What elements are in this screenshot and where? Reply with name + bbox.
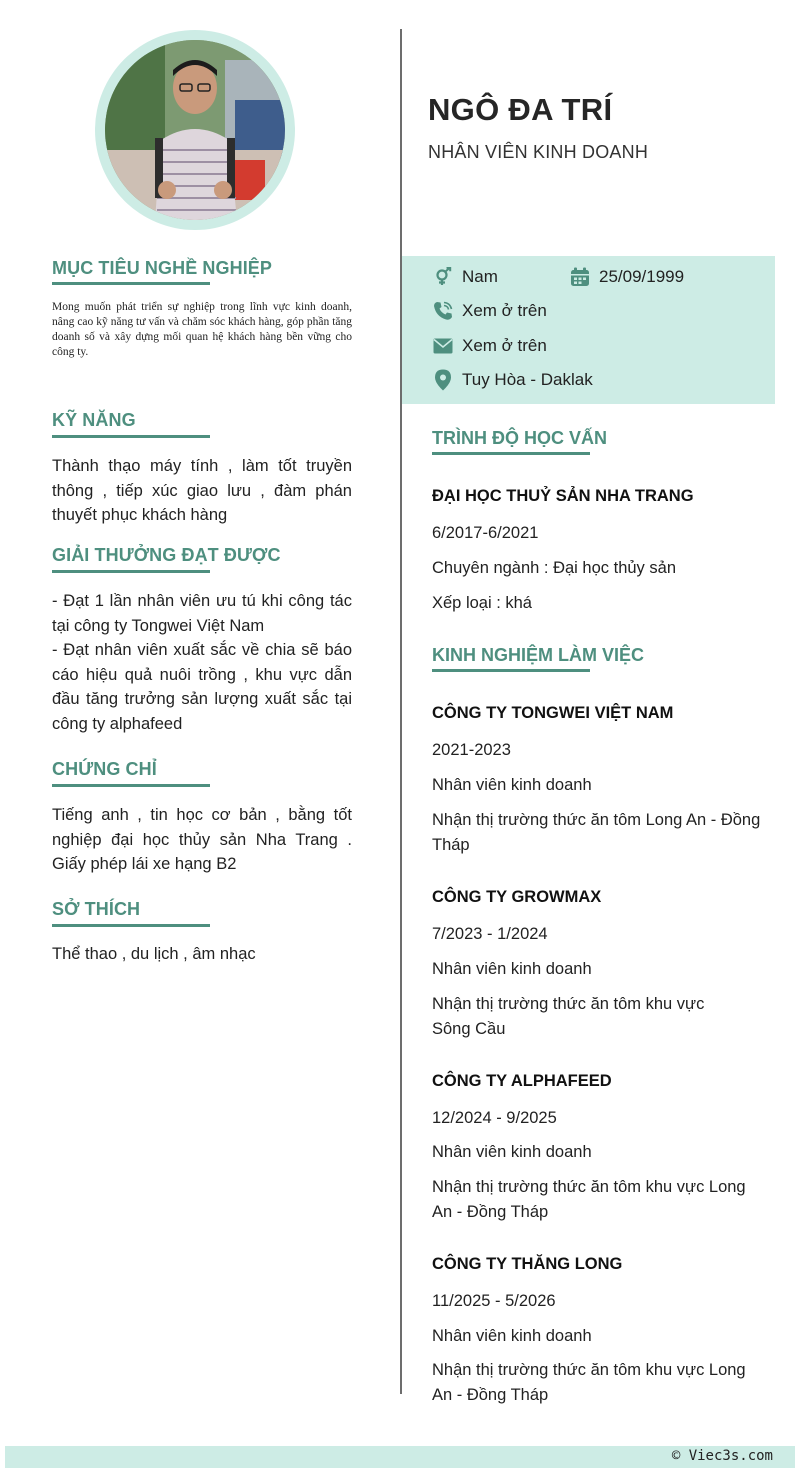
education-underline: [432, 452, 590, 455]
job-description: Nhận thị trường thức ăn tôm khu vực Long An - Đồng Tháp: [432, 1361, 746, 1404]
education-grade: Xếp loại : khá: [432, 594, 532, 612]
job-period: 2021-2023: [432, 741, 511, 759]
job-company: CÔNG TY TONGWEI VIỆT NAM: [432, 704, 674, 722]
hobbies-underline: [52, 924, 210, 927]
job-description: Nhận thị trường thức ăn tôm Long An - Đồng Tháp: [432, 811, 761, 854]
gender-value: Nam: [462, 267, 498, 286]
school-name: ĐẠI HỌC THUỶ SẢN NHA TRANG: [432, 487, 694, 505]
experience-underline: [432, 669, 590, 672]
candidate-job-title: NHÂN VIÊN KINH DOANH: [428, 142, 649, 162]
footer-bar: [5, 1446, 795, 1468]
envelope-icon: [432, 335, 454, 357]
phone-icon: [432, 300, 454, 322]
job-role: Nhân viên kinh doanh: [432, 776, 592, 794]
certificates-heading: CHỨNG CHỈ: [52, 759, 157, 779]
objective-heading: MỤC TIÊU NGHỀ NGHIỆP: [52, 258, 273, 278]
job-company: CÔNG TY GROWMAX: [432, 888, 602, 906]
skills-underline: [52, 435, 210, 438]
calendar-icon: [569, 266, 591, 288]
experience-heading: KINH NGHIỆM LÀM VIỆC: [432, 645, 645, 665]
job-role: Nhân viên kinh doanh: [432, 1327, 592, 1345]
hobbies-text: Thể thao , du lịch , âm nhạc: [52, 945, 256, 963]
awards-heading: GIẢI THƯỞNG ĐẠT ĐƯỢC: [52, 545, 281, 565]
skills-heading: KỸ NĂNG: [52, 410, 136, 430]
certificates-text: Tiếng anh , tin học cơ bản , bằng tốt nghiệp đại học thủy sản Nha Trang . Giấy phép lái xe hạng B2: [52, 806, 352, 873]
job-role: Nhân viên kinh doanh: [432, 1143, 592, 1161]
contact-phone: [432, 300, 547, 322]
objective-underline: [52, 282, 210, 285]
gender-icon: [432, 266, 454, 288]
education-period: 6/2017-6/2021: [432, 524, 539, 542]
job-description: Nhận thị trường thức ăn tôm khu vực Long An - Đồng Tháp: [432, 1178, 746, 1221]
address-value: Tuy Hòa - Daklak: [462, 370, 593, 389]
education-major: Chuyên ngành : Đại học thủy sản: [432, 559, 676, 577]
job-period: 12/2024 - 9/2025: [432, 1109, 557, 1127]
awards-item-1: - Đạt 1 lần nhân viên ưu tú khi công tác tại công ty Tongwei Việt Nam: [52, 592, 352, 635]
contact-email: [432, 335, 547, 357]
hobbies-heading: SỞ THÍCH: [52, 899, 141, 919]
contact-gender: [432, 266, 498, 288]
job-company: CÔNG TY THĂNG LONG: [432, 1255, 623, 1273]
contact-birthday: [569, 266, 684, 288]
job-description: Nhận thị trường thức ăn tôm khu vực Sông Cầu: [432, 995, 705, 1038]
job-period: 11/2025 - 5/2026: [432, 1292, 556, 1310]
job-period: 7/2023 - 1/2024: [432, 925, 548, 943]
footer-credit: © Viec3s.com: [671, 1448, 773, 1464]
awards-item-2: - Đạt nhân viên xuất sắc về chia sẽ báo cáo hiệu quả nuôi trồng , khu vực dẫn đầu tăng trưởng sản lượng xuất sắc tại công ty alphafeed: [52, 641, 352, 733]
column-divider: [400, 29, 402, 1394]
awards-underline: [52, 570, 210, 573]
contact-address: [432, 369, 593, 391]
objective-text: Mong muốn phát triển sự nghiệp trong lĩnh vực kinh doanh, nâng cao kỹ năng tư vấn và chăm sóc khách hàng, góp phần tăng doanh số và xây dựng mối quan hệ khách hàng bền vững cho công ty.: [52, 301, 352, 358]
skills-text: Thành thạo máy tính , làm tốt truyền thông , tiếp xúc giao lưu , đàm phán thuyết phục khách hàng: [52, 457, 352, 524]
phone-value: Xem ở trên: [462, 301, 547, 320]
education-heading: TRÌNH ĐỘ HỌC VẤN: [432, 428, 607, 448]
map-pin-icon: [432, 369, 454, 391]
job-role: Nhân viên kinh doanh: [432, 960, 592, 978]
job-company: CÔNG TY ALPHAFEED: [432, 1072, 612, 1090]
profile-photo: [95, 30, 295, 230]
profile-photo-image: [105, 40, 285, 220]
certificates-underline: [52, 784, 210, 787]
candidate-name: NGÔ ĐA TRÍ: [428, 92, 613, 127]
birthday-value: 25/09/1999: [599, 267, 685, 286]
email-value: Xem ở trên: [462, 336, 547, 355]
